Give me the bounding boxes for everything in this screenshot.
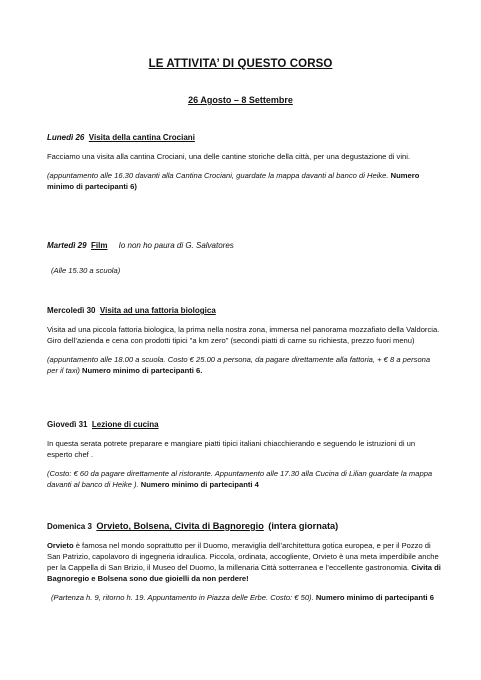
section-activity: Film xyxy=(91,241,108,250)
section-info-minimum: Numero minimo di partecipanti 6. xyxy=(82,366,203,375)
section-info-minimum: Numero minimo di partecipanti 6 xyxy=(315,593,434,602)
section-day: Martedì 29 xyxy=(47,241,87,250)
section-heading xyxy=(47,132,442,143)
section-activity: Orvieto, Bolsena, Civita di Bagnoregio xyxy=(96,521,264,531)
page-title: LE ATTIVITA’ DI QUESTO CORSO xyxy=(148,58,333,70)
section-description-lead: Orvieto xyxy=(47,541,74,550)
section-day: Mercoledì 30 xyxy=(47,306,96,315)
activity-section-sunday xyxy=(47,521,442,603)
section-info xyxy=(47,170,442,192)
activity-section-tuesday xyxy=(47,240,442,276)
section-activity: Visita della cantina Crociani xyxy=(88,133,195,142)
section-description: In questa serata potrete preparare e mangiare piatti tipici italiani chiacchierando e seguendo le istruzioni di un esperto chef . xyxy=(47,439,416,459)
section-activity: Lezione di cucina xyxy=(91,420,159,429)
section-info xyxy=(47,354,442,376)
section-description-body: è famosa nel mondo soprattutto per il Duomo, meraviglia dell’architettura gotica europea, e per il Pozzo di San Patrizio, capolavoro di ingegneria idraulica. Piccola, ordinata, accogliente, Orvieto è una meta imperdibile anche per la Cappella di San Brizio, il Museo del Duomo, la millenaria Città sotterranea e l’eccellente gastronomia. xyxy=(47,541,439,572)
section-description xyxy=(47,540,442,584)
section-info-minimum: Numero minimo di partecipanti 6) xyxy=(47,171,420,191)
activity-section-wednesday xyxy=(47,305,442,376)
section-info-details: (Partenza h. 9, ritorno h. 19. Appuntamento in Piazza delle Erbe. Costo: € 50). xyxy=(51,593,314,602)
section-heading xyxy=(47,521,442,532)
section-info xyxy=(47,592,442,603)
date-range: 26 Agosto – 8 Settembre xyxy=(188,95,293,105)
section-info xyxy=(47,468,442,490)
section-heading xyxy=(47,305,442,316)
section-info-details: (appuntamento alle 16.30 davanti alla Cantina Crociani, guardate la mappa davanti al banco di Heike. xyxy=(47,171,389,180)
section-day: Lunedì 26 xyxy=(47,133,85,142)
section-day: Giovedì 31 xyxy=(47,420,88,429)
film-title: Io non ho paura di G. Salvatores xyxy=(118,241,234,250)
section-description: Visita ad una piccola fattoria biologica, la prima nella nostra zona, immersa nel panorama mozzafiato della Valdorcia. Giro dell’azienda e cena con prodotti tipici "a km zero" (secondi piatti di carne su richiesta, prezzo fuori menu) xyxy=(47,325,440,345)
section-description: Facciamo una visita alla cantina Crociani, una delle cantine storiche della città, per una degustazione di vini. xyxy=(47,152,411,161)
section-info-details: (Costo: € 60 da pagare direttamente al ristorante. Appuntamento alle 17.30 alla Cucina di Lilian guardate la mappa davanti al banco di Heike ). xyxy=(47,469,433,489)
section-activity-note: (intera giornata) xyxy=(268,521,339,531)
section-heading xyxy=(47,419,442,430)
section-info-minimum: Numero minimo di partecipanti 4 xyxy=(140,480,259,489)
section-info-details: (appuntamento alle 18.00 a scuola. Costo € 25.00 a persona, da pagare direttamente alla fattoria, + € 8 a persona per il taxi) xyxy=(47,355,431,375)
section-activity: Visita ad una fattoria biologica xyxy=(99,306,216,315)
activity-section-thursday xyxy=(47,419,442,490)
section-info xyxy=(47,265,442,276)
section-info-details: (Alle 15.30 a scuola) xyxy=(51,266,121,275)
section-day: Domenica 3 xyxy=(47,522,92,531)
section-description-tail: Civita di Bagnoregio e Bolsena sono due gioielli da non perdere! xyxy=(47,563,441,583)
activity-section-monday xyxy=(47,132,442,192)
section-heading xyxy=(47,240,442,251)
